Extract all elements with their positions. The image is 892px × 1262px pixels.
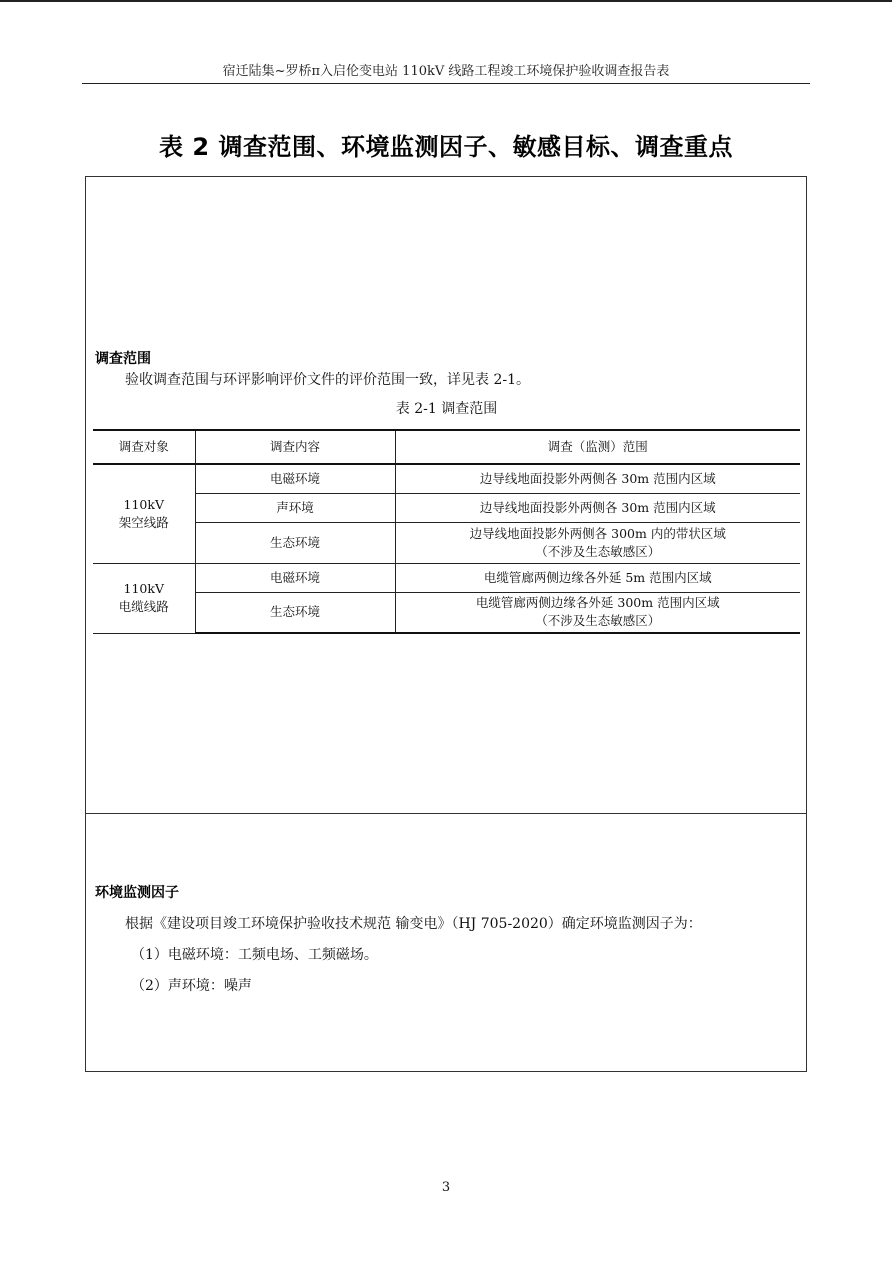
monitoring-factors-heading: 环境监测因子	[95, 885, 179, 901]
monitoring-factor-item: （1）电磁环境：工频电场、工频磁场。	[131, 947, 378, 963]
survey-range-cell	[395, 464, 800, 493]
page-top-border	[0, 0, 892, 2]
monitoring-factors-intro: 根据《建设项目竣工环境保护验收技术规范 输变电》（HJ 705-2020）确定环境监测因子为：	[125, 916, 702, 932]
range-text: 电缆管廊两侧边缘各外延 300m 范围内区域	[475, 595, 720, 611]
survey-content-cell: 电磁环境	[195, 563, 395, 592]
range-note: （不涉及生态敏感区）	[535, 613, 661, 629]
table-row	[93, 592, 800, 633]
column-header: 调查对象	[93, 430, 195, 464]
table-row	[93, 522, 800, 563]
survey-range-cell	[395, 563, 800, 592]
survey-object-cell	[93, 464, 195, 563]
survey-object-cell	[93, 563, 195, 633]
survey-scope-intro: 验收调查范围与环评影响评价文件的评价范围一致，详见表 2-1。	[125, 372, 530, 388]
survey-scope-heading: 调查范围	[95, 351, 151, 367]
survey-range-cell	[395, 493, 800, 522]
table-row	[93, 493, 800, 522]
object-voltage: 110kV	[123, 496, 164, 512]
range-text: 电缆管廊两侧边缘各外延 5m 范围内区域	[483, 569, 712, 585]
running-header: 宿迁陆集~罗桥π入启伦变电站 110kV 线路工程竣工环境保护验收调查报告表	[222, 64, 670, 79]
monitoring-factor-item: （2）声环境：噪声	[131, 978, 252, 994]
survey-content-cell: 生态环境	[195, 522, 395, 563]
survey-range-table	[93, 429, 800, 634]
range-text: 边导线地面投影外两侧各 300m 内的带状区域	[469, 525, 726, 541]
column-header: 调查内容	[195, 430, 395, 464]
range-text: 边导线地面投影外两侧各 30m 范围内区域	[479, 499, 716, 515]
survey-range-cell	[395, 522, 800, 563]
range-note: （不涉及生态敏感区）	[535, 543, 661, 559]
table-row	[93, 464, 800, 493]
survey-content-cell: 声环境	[195, 493, 395, 522]
table-header-row	[93, 430, 800, 464]
table-row	[93, 563, 800, 592]
range-text: 边导线地面投影外两侧各 30m 范围内区域	[479, 470, 716, 486]
header-rule	[82, 83, 810, 84]
object-voltage: 110kV	[123, 581, 164, 596]
object-type: 架空线路	[118, 514, 169, 530]
object-type: 电缆线路	[118, 599, 169, 614]
page-number: 3	[441, 1180, 451, 1195]
survey-content-cell: 电磁环境	[195, 464, 395, 493]
survey-range-cell	[395, 592, 800, 633]
survey-content-cell: 生态环境	[195, 592, 395, 633]
table-caption: 表 2-1 调查范围	[395, 401, 498, 417]
column-header: 调查（监测）范围	[395, 430, 800, 464]
page-title: 表 2 调查范围、环境监测因子、敏感目标、调查重点	[159, 133, 733, 161]
monitoring-factors-box	[85, 814, 807, 1072]
